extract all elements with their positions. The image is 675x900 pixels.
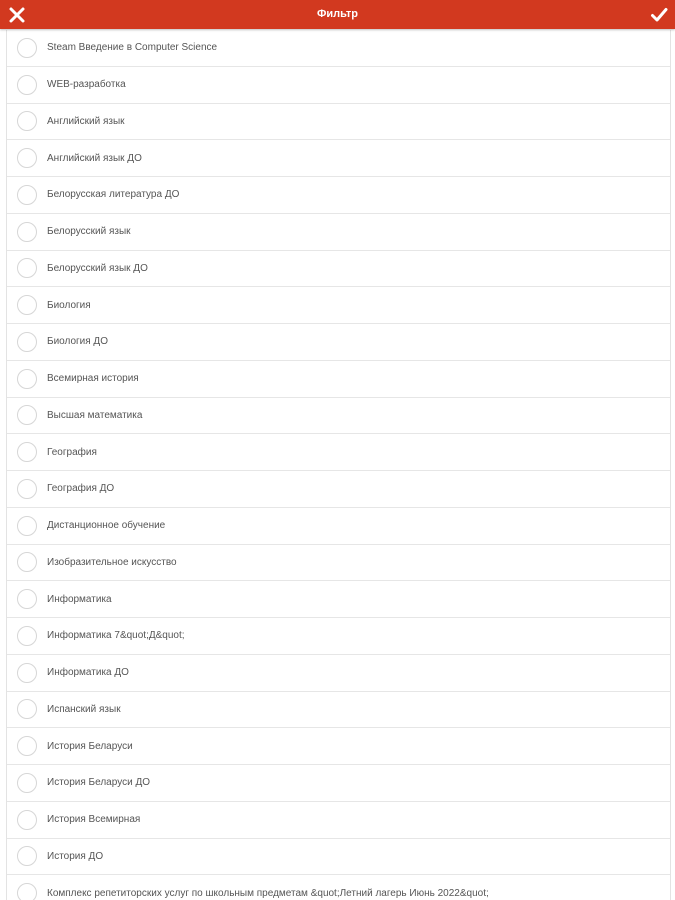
radio-button[interactable] [17, 222, 37, 242]
filter-option-row[interactable] [7, 104, 670, 141]
filter-header [0, 0, 675, 29]
filter-option-label: История ДО [47, 850, 104, 862]
radio-button[interactable] [17, 332, 37, 352]
filter-option-label: Информатика 7&quot;Д&quot; [47, 630, 185, 642]
filter-option-row[interactable] [7, 875, 670, 900]
filter-option-label: История Всемирная [47, 814, 141, 826]
filter-option-label: Биология ДО [47, 336, 108, 348]
filter-option-row[interactable] [7, 508, 670, 545]
radio-button[interactable] [17, 516, 37, 536]
filter-option-label: Комплекс репетиторских услуг по школьным предметам &quot;Летний лагерь Июнь 2022&quot; [47, 887, 489, 899]
radio-button[interactable] [17, 663, 37, 683]
filter-option-row[interactable] [7, 655, 670, 692]
confirm-button[interactable] [644, 0, 673, 29]
filter-option-label: Информатика ДО [47, 667, 129, 679]
radio-button[interactable] [17, 258, 37, 278]
filter-option-row[interactable] [7, 251, 670, 288]
filter-option-label: История Беларуси [47, 740, 133, 752]
radio-button[interactable] [17, 773, 37, 793]
filter-option-row[interactable] [7, 692, 670, 729]
filter-option-row[interactable] [7, 214, 670, 251]
radio-button[interactable] [17, 589, 37, 609]
filter-option-row[interactable] [7, 471, 670, 508]
radio-button[interactable] [17, 552, 37, 572]
filter-option-row[interactable] [7, 618, 670, 655]
radio-button[interactable] [17, 442, 37, 462]
filter-list [6, 30, 671, 900]
filter-option-row[interactable] [7, 545, 670, 582]
filter-option-row[interactable] [7, 839, 670, 876]
radio-button[interactable] [17, 846, 37, 866]
radio-button[interactable] [17, 295, 37, 315]
radio-button[interactable] [17, 38, 37, 58]
filter-option-label: WEB-разработка [47, 79, 126, 91]
filter-option-label: Испанский язык [47, 703, 121, 715]
radio-button[interactable] [17, 111, 37, 131]
filter-option-row[interactable] [7, 140, 670, 177]
filter-option-row[interactable] [7, 361, 670, 398]
filter-option-label: География [47, 446, 97, 458]
filter-option-label: Изобразительное искусство [47, 556, 177, 568]
radio-button[interactable] [17, 699, 37, 719]
radio-button[interactable] [17, 626, 37, 646]
filter-option-label: Белорусский язык ДО [47, 262, 148, 274]
filter-option-label: Белорусский язык [47, 226, 131, 238]
filter-option-row[interactable] [7, 434, 670, 471]
filter-option-row[interactable] [7, 324, 670, 361]
radio-button[interactable] [17, 75, 37, 95]
filter-option-label: Steam Введение в Computer Science [47, 42, 218, 54]
filter-option-row[interactable] [7, 728, 670, 765]
filter-option-label: Всемирная история [47, 373, 139, 385]
filter-option-row[interactable] [7, 67, 670, 104]
radio-button[interactable] [17, 883, 37, 900]
filter-option-row[interactable] [7, 765, 670, 802]
radio-button[interactable] [17, 185, 37, 205]
radio-button[interactable] [17, 369, 37, 389]
radio-button[interactable] [17, 479, 37, 499]
filter-option-label: Английский язык ДО [47, 152, 142, 164]
filter-option-row[interactable] [7, 581, 670, 618]
radio-button[interactable] [17, 148, 37, 168]
filter-option-label: Биология [47, 299, 91, 311]
filter-option-label: Информатика [47, 593, 112, 605]
filter-option-row[interactable] [7, 287, 670, 324]
page-title: Фильтр [316, 8, 359, 20]
filter-option-label: Английский язык [47, 115, 125, 127]
radio-button[interactable] [17, 810, 37, 830]
filter-option-row[interactable] [7, 30, 670, 67]
filter-option-row[interactable] [7, 802, 670, 839]
filter-option-label: Высшая математика [47, 409, 143, 421]
checkmark-icon [650, 6, 668, 24]
radio-button[interactable] [17, 736, 37, 756]
filter-option-label: Дистанционное обучение [47, 520, 166, 532]
filter-option-label: Белорусская литература ДО [47, 189, 180, 201]
filter-option-row[interactable] [7, 177, 670, 214]
filter-option-row[interactable] [7, 398, 670, 435]
filter-option-label: История Беларуси ДО [47, 777, 150, 789]
radio-button[interactable] [17, 405, 37, 425]
filter-option-label: География ДО [47, 483, 115, 495]
